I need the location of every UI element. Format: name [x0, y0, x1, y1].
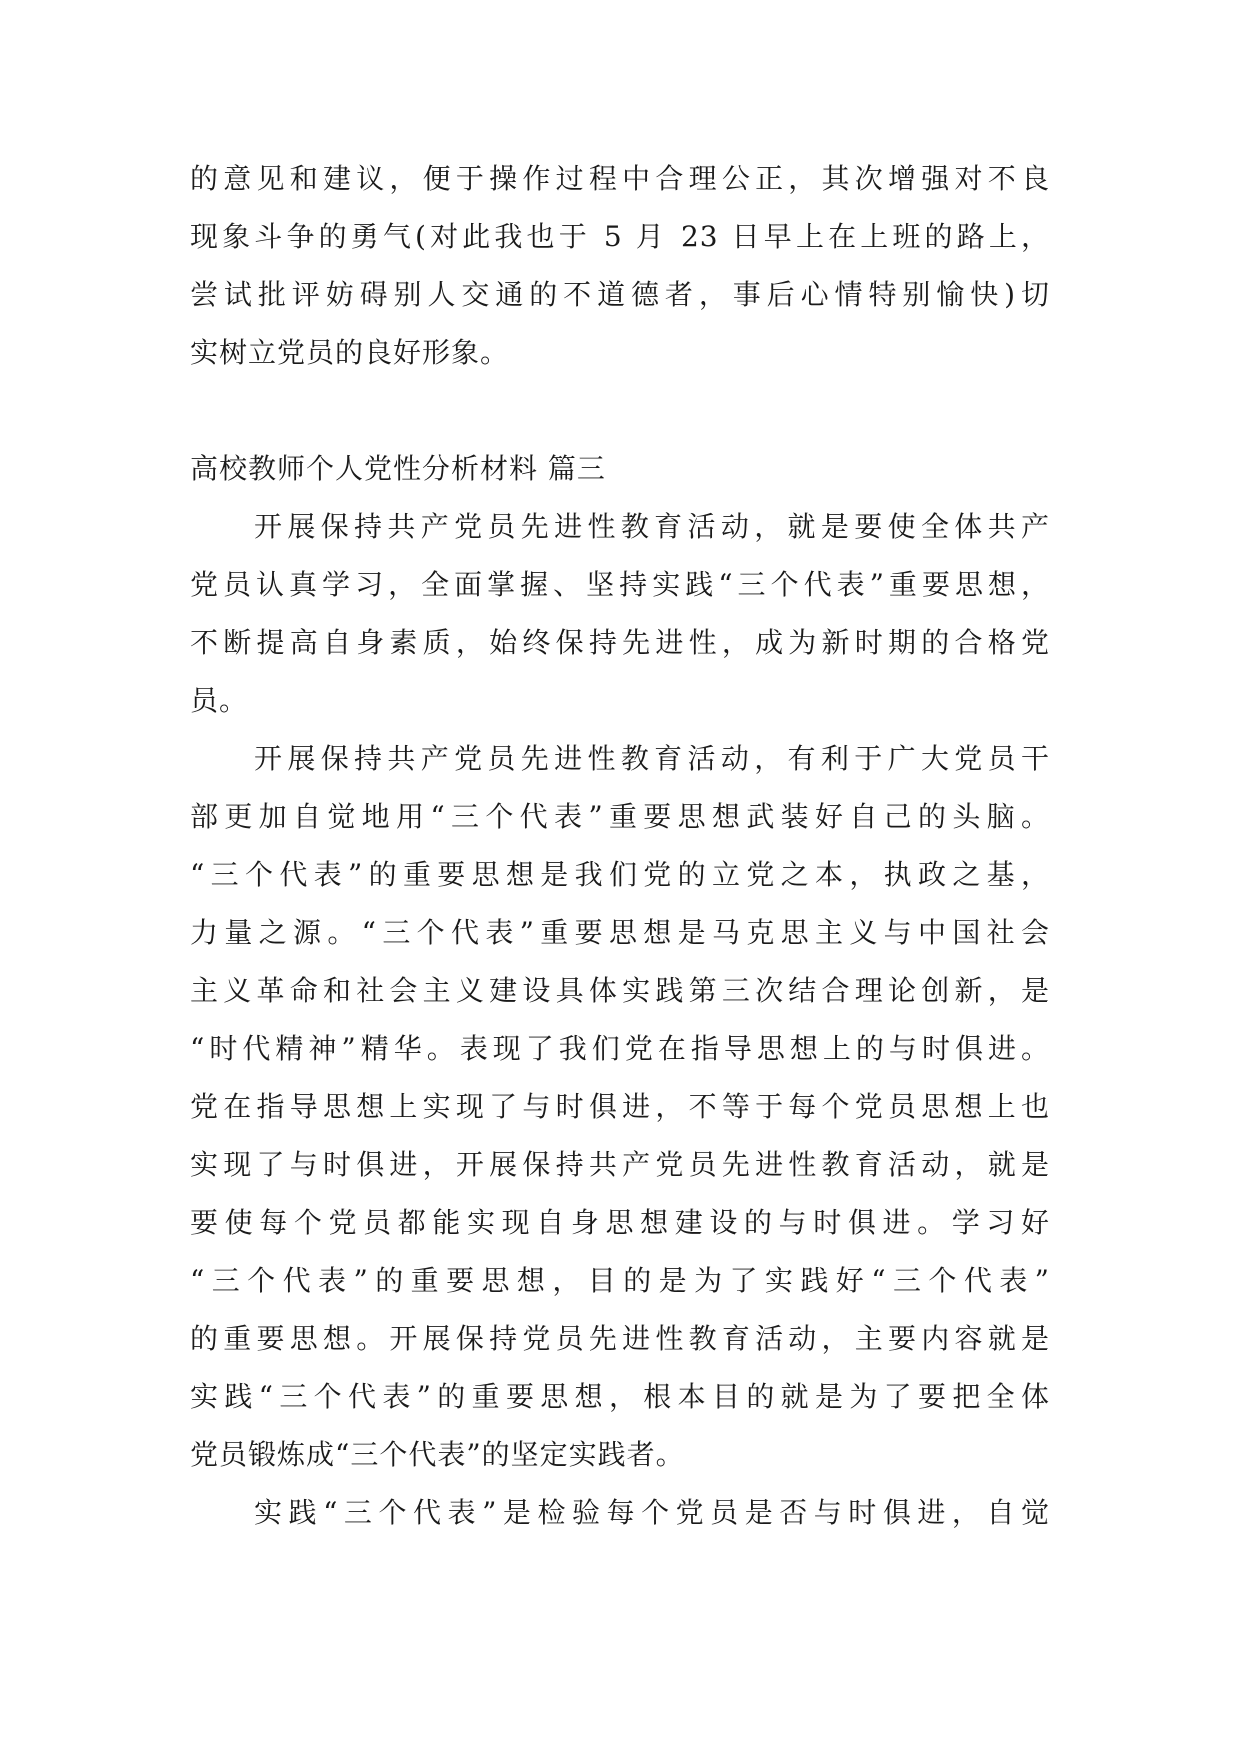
text-line: 员。: [190, 684, 249, 717]
text-line: 部更加自觉地用“三个代表”重要思想武装好自己的头脑。: [190, 800, 1050, 833]
text-line: 实践“三个代表”是检验每个党员是否与时俱进，自觉: [254, 1496, 1050, 1529]
text-line: 党员锻炼成“三个代表”的坚定实践者。: [190, 1438, 685, 1471]
text-line: 不断提高自身素质，始终保持先进性，成为新时期的合格党: [190, 626, 1050, 659]
text-line: 尝试批评妨碍别人交通的不道德者，事后心情特别愉快)切: [190, 278, 1050, 311]
text-line: 的意见和建议，便于操作过程中合理公正，其次增强对不良: [190, 162, 1050, 195]
text-line: “三个代表”的重要思想，目的是为了实践好“三个代表”: [190, 1264, 1050, 1297]
continuation-paragraph: [190, 150, 1050, 382]
document-page: [190, 150, 1050, 1542]
text-line: 实现了与时俱进，开展保持共产党员先进性教育活动，就是: [190, 1148, 1050, 1181]
text-line: 实践“三个代表”的重要思想，根本目的就是为了要把全体: [190, 1380, 1050, 1413]
text-line: 党员认真学习，全面掌握、坚持实践“三个代表”重要思想，: [190, 568, 1050, 601]
paragraph-1: [190, 498, 1050, 730]
text-line: 主义革命和社会主义建设具体实践第三次结合理论创新，是: [190, 974, 1050, 1007]
text-line: 开展保持共产党员先进性教育活动，有利于广大党员干: [254, 742, 1050, 775]
text-line: 党在指导思想上实现了与时俱进，不等于每个党员思想上也: [190, 1090, 1050, 1123]
text-line: 开展保持共产党员先进性教育活动，就是要使全体共产: [254, 510, 1050, 543]
text-line: 实树立党员的良好形象。: [190, 336, 510, 369]
text-line: “时代精神”精华。表现了我们党在指导思想上的与时俱进。: [190, 1032, 1050, 1065]
text-line: 要使每个党员都能实现自身思想建设的与时俱进。学习好: [190, 1206, 1050, 1239]
text-line: “三个代表”的重要思想是我们党的立党之本，执政之基，: [190, 858, 1050, 891]
blank-line: [190, 382, 1050, 440]
section-title: 高校教师个人党性分析材料 篇三: [190, 452, 606, 485]
paragraph-2: [190, 730, 1050, 1484]
paragraph-3: [190, 1484, 1050, 1542]
text-line: 的重要思想。开展保持党员先进性教育活动，主要内容就是: [190, 1322, 1050, 1355]
text-line: 力量之源。“三个代表”重要思想是马克思主义与中国社会: [190, 916, 1050, 949]
text-line: 现象斗争的勇气(对此我也于 5 月 23 日早上在上班的路上，: [190, 220, 1050, 253]
